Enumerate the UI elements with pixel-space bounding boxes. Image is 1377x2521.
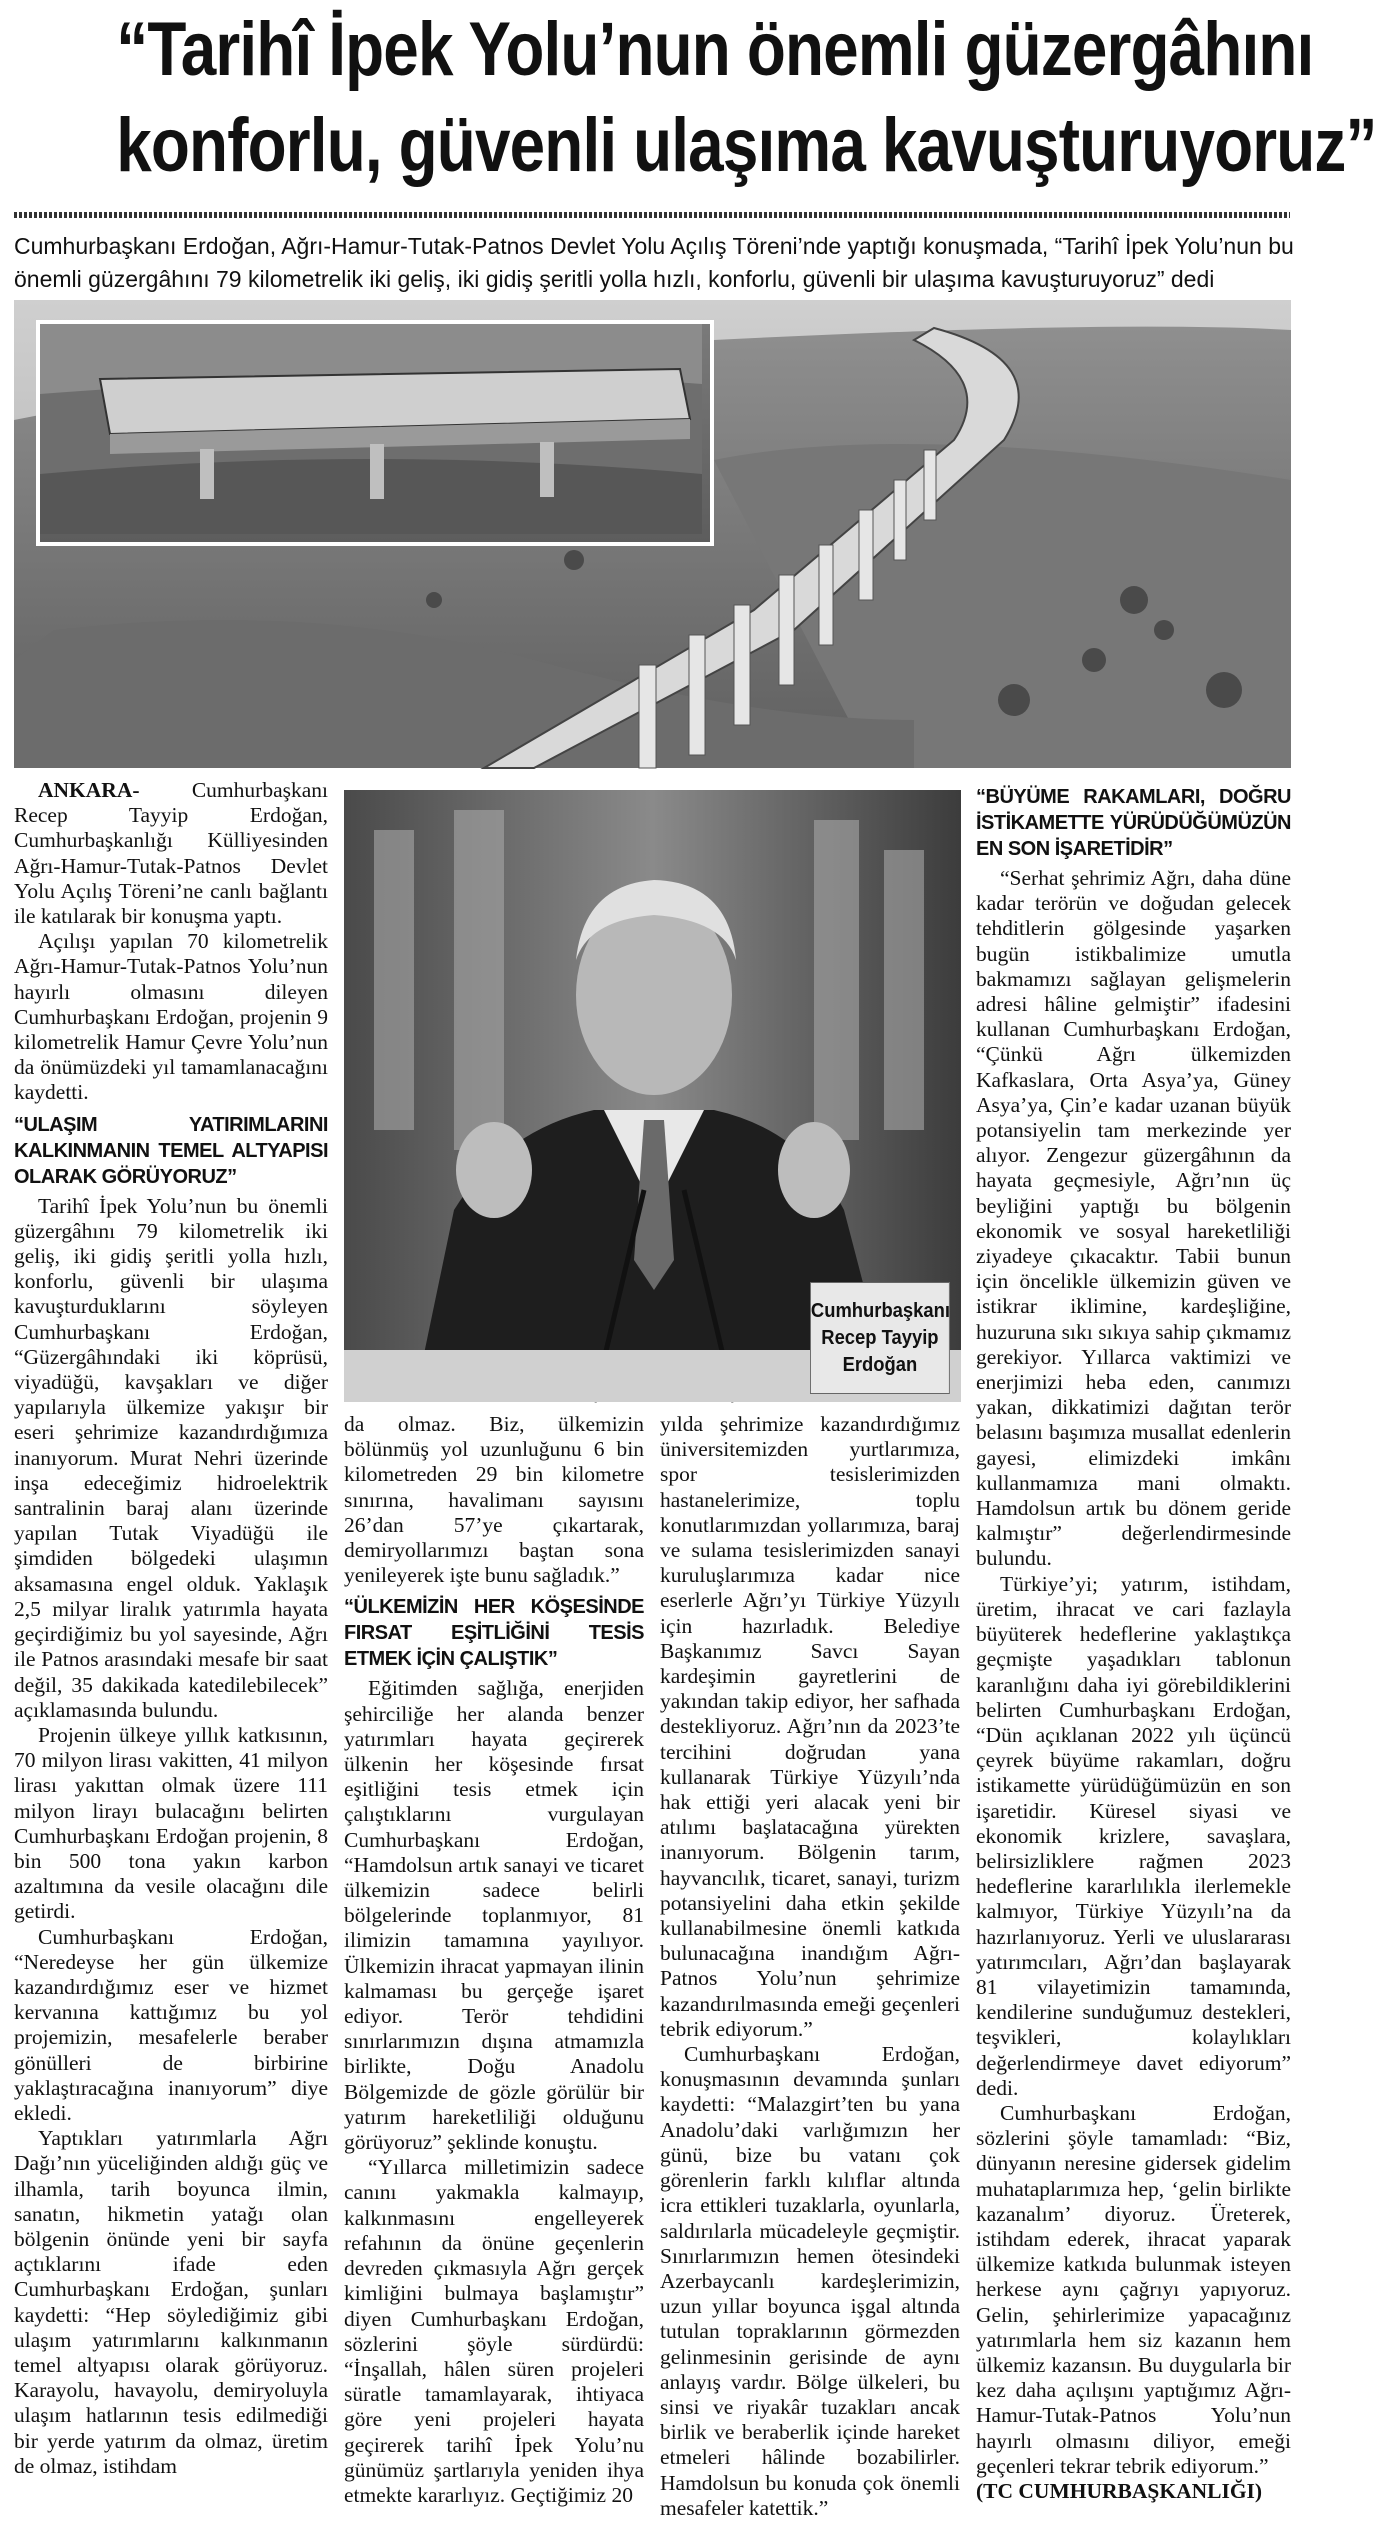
subheading: “ULAŞIM YATIRIMLARINI KALKINMANIN TEMEL ALTYAPISI OLARAK GÖRÜYORUZ”: [14, 1113, 328, 1188]
article-column-2: [344, 1412, 644, 2507]
subheading: “ÜLKEMİZİN HER KÖŞESİNDE FIRSAT EŞİTLİĞİNİ TESİS ETMEK İÇİN ÇALIŞTIK”: [344, 1596, 644, 1671]
headline: [14, 2, 1377, 194]
paragraph: “Serhat şehrimiz Ağrı, daha düne kadar terörün ve doğudan gelecek tehditlerin gölgesinde yaşarken bugün istikbalimize umutla bakmamızı sağlayan gelişmelerin adresi hâline gelmiştir” ifadesini kullanan Cumhurbaşkanı Erdoğan, “Çünkü Ağrı ülkemizden Kafkaslara, Orta Asya’ya, Güney Asya’ya, Çin’e kadar uzanan büyük potansiyelin tam merkezinde yer alıyor. Zengezur güzergâhının da hayata geçmesiyle, Ağrı’nın üç beyliğini yaptığı bu bölgenin ekonomik ve sosyal hareketliliği ziyadeye çıkacaktır. Tabii bunun için öncelikle ülkemizin güven ve istikrar iklimine, kardeşliğine, huzuruna sıkı sıkıya sahip çıkmamız gerekiyor. Yıllarca vaktimizi ve enerjimizi heba eden, canımızı yakan, dikkatimizi dağıtan terör belasını başımıza musallat edenlerin gayesi, elimizdeki imkânı kullanmamıza mani olmaktı. Hamdolsun artık bu dönem geride kalmıştır” değerlendirmesinde bulundu.: [976, 866, 1291, 1571]
paragraph: Cumhurbaşkanı Erdoğan, “Neredeyse her gün ülkemize kazandırdığımız eser ve hizmet kervanına kattığımız bu yol projemizin, mesafelerle beraber gönülleri de birbirine yaklaştıracağına inanıyorum” diye ekledi.: [14, 1924, 328, 2125]
lead-line-1: Cumhurbaşkanı Erdoğan, Ağrı-Hamur-Tutak-Patnos Devlet Yolu Açılış Töreni’nde yaptığı konuşmada, “Tarihî İpek Yolu’nun bu: [14, 233, 1294, 259]
lead-line-2: önemli güzergâhını 79 kilometrelik iki geliş, iki gidiş şeritli yolla hızlı, konforlu, güvenli bir ulaşıma kavuşturuyoruz” dedi: [14, 266, 1215, 292]
article-column-1: [14, 778, 328, 2488]
paragraph: Açılışı yapılan 70 kilometrelik Ağrı-Hamur-Tutak-Patnos Yolu’nun hayırlı olmasını dileyen Cumhurbaşkanı Erdoğan, projenin 9 kilometrelik Hamur Çevre Yolu’nun da önümüzdeki yıl tamamlanacağını kaydetti.: [14, 929, 328, 1105]
headline-line-1: “Tarihî İpek Yolu’nun önemli güzergâhını: [116, 7, 1314, 92]
photo-caption-line-2: Recep Tayyip: [821, 1326, 939, 1349]
headline-line-2: konforlu, güvenli ulaşıma kavuşturuyoruz”: [116, 103, 1377, 188]
paragraph: [14, 778, 328, 929]
source-credit: (TC CUMHURBAŞKANLIĞI): [976, 2479, 1263, 2503]
paragraph: Tarihî İpek Yolu’nun bu önemli güzergâhını 79 kilometrelik iki geliş, iki gidiş şeritli yolla hızlı, konforlu, güvenli bir ulaşıma kavuşturduklarını söyleyen Cumhurbaşkanı Erdoğan, “Güzergâhındaki iki köprüsü, viyadüğü, kavşakları ve diğer yapılarıyla ülkemize yakışır bir eseri şehrimize kazandırdığımıza inanıyorum. Murat Nehri üzerinde inşa edeceğimiz hidroelektrik santralinin baraj alanı üzerinde yapılan Tutak Viyadüğü ile şimdiden bölgedeki ulaşımın aksamasına engel olduk. Yaklaşık 2,5 milyar liralık yatırımla hayata geçirdiğimiz bu yol sayesinde, Ağrı ile Patnos arasındaki mesafe bir saat değil, 35 dakikada katedilebilecek” açıklamasında bulundu.: [14, 1193, 328, 1722]
lead-paragraph: [14, 230, 1292, 296]
paragraph: Cumhurbaşkanı Erdoğan, konuşmasının devamında şunları kaydetti: “Malazgirt’ten bu yana Anadolu’daki varlığımızın her günü, bize bu vatanı çok görenlerin farklı kılıflar altında icra ettikleri tuzaklarla, oyunlarla, saldırılarla mücadeleyle geçmiştir. Sınırlarımızın hemen ötesindeki Azerbaycanlı kardeşlerimizin, uzun yıllar boyunca işgal altında tutulan topraklarının görmezden gelinmesinin gerisinde de aynı anlayış vardır. Bölge ülkeleri, bu sinsi ve riyakâr tuzakları ancak birlik ve beraberlik içinde hareket etmeleri hâlinde bozabilirler. Hamdolsun bu konuda çok önemli mesafeler katettik.”: [660, 2042, 960, 2520]
viaduct-aerial-photo: [14, 300, 1291, 768]
paragraph: Projenin ülkeye yıllık katkısının, 70 milyon lirası vakitten, 41 milyon lirası yakıttan olmak üzere 111 milyon lirayı bulacağını belirten Cumhurbaşkanı Erdoğan projenin, 8 bin 500 tona yakın karbon azaltımına da vesile olacağını dile getirdi.: [14, 1722, 328, 1924]
inset-viaduct-photo: [36, 320, 714, 546]
photo-caption-line-3: Erdoğan: [842, 1353, 918, 1376]
paragraph: Cumhurbaşkanı Erdoğan, sözlerini şöyle tamamladı: “Biz, dünyanın neresine gidersek gidelim muhataplarımıza hep, ‘gelin birlikte kazanalım’ diyoruz. Üreterek, istihdam ederek, ihracat yaparak ülkemize katkıda bulunmak isteyen herkese aynı çağrıyı yapıyoruz. Gelin, şehirlerimize yapacağınız yatırımlarla hem siz kazanın hem ülkemiz kazansın. Bu duygularla bir kez daha açılışını yaptığımız Ağrı-Hamur-Tutak-Patnos Yolu’nun hayırlı olmasını diliyor, emeği geçenleri tekrar tebrik ediyorum.”: [976, 2100, 1291, 2478]
paragraph: yılda şehrimize kazandırdığımız üniversitemizden yurtlarımıza, spor tesislerimizden hastanelerimize, toplu konutlarımızdan yollarımıza, baraj ve sulama tesislerimizden sanayi kuruluşlarımıza kadar nice eserlerle Ağrı’yı Türkiye Yüzyılı için hazırladık. Belediye Başkanımız Savcı Sayan kardeşimin gayretlerini de yakından takip ediyor, her safhada destekliyoruz. Ağrı’nın da 2023’te tercihini doğrudan yana kullanarak Türkiye Yüzyılı’nda hak ettiği yeri alacak yeni bir atılımı başlatacağına yürekten inanıyorum. Bölgenin tarım, hayvancılık, ticaret, sanayi, turizm potansiyelini daha etkin şekilde kullanabilmesine önemli katkıda bulunacağına inandığım Ağrı-Patnos Yolu’nun şehrimize kazandırılmasında emeği geçenleri tebrik ediyorum.”: [660, 1412, 960, 2041]
dateline: ANKARA-: [38, 778, 140, 802]
article-column-3: [660, 1412, 960, 2520]
photo-caption-line-1: Cumhurbaşkanı: [810, 1299, 950, 1322]
headline-rule: [14, 212, 1290, 218]
subheading: “BÜYÜME RAKAMLARI, DOĞRU İSTİKAMETTE YÜRÜDÜĞÜMÜZÜN EN SON İŞARETİDİR”: [976, 786, 1291, 860]
paragraph: Eğitimden sağlığa, enerjiden şehirciliğe her alanda benzer yatırımları hayata geçirerek ülkenin her köşesinde fırsat eşitliğini tesis etmek için çalıştıklarını vurgulayan Cumhurbaşkanı Erdoğan, “Hamdolsun artık sanayi ve ticaret ülkemizin sadece belirli bölgelerinde toplanmıyor, 81 ilimizin tamamına yayılıyor. Ülkemizin ihracat yapmayan ilinin kalmaması bu gerçeğe işaret ediyor. Terör tehdidini sınırlarımızın dışına atmamızla birlikte, Doğu Anadolu Bölgemizde de gözle görülür bir yatırım hareketliliği olduğunu görüyoruz” şeklinde konuştu.: [344, 1676, 644, 2155]
paragraph: da olmaz. Biz, ülkemizin bölünmüş yol uzunluğunu 6 bin kilometreden 29 bin kilometre sınırına, havalimanı sayısını 26’dan 57’ye çıkartarak, demiryollarımızı baştan sona yenileyerek işte bunu sağladık.”: [344, 1412, 644, 1588]
article-column-4: [976, 778, 1291, 2503]
paragraph-text: Cumhurbaşkanı Recep Tayyip Erdoğan, Cumhurbaşkanlığı Külliyesinden Ağrı-Hamur-Tutak-Patnos Devlet Yolu Açılış Töreni’ne canlı bağlantı ile katılarak bir konuşma yaptı.: [14, 778, 328, 929]
inset-bridge-illustration: [40, 324, 702, 534]
paragraph: Türkiye’yi; yatırım, istihdam, üretim, ihracat ve cari fazlayla büyüterek hedeflerine yaklaştıkça geçmişte yaşadıkları tablonun karanlığını daha iyi görebildiklerini belirten Cumhurbaşkanı Erdoğan, “Dün açıklanan 2022 yılı üçüncü çeyrek büyüme rakamları, doğru istikamette yürüdüğümüzün en son işaretidir. Küresel siyasi ve ekonomik krizlere, savaşlara, belirsizliklere rağmen 2023 hedeflerine kararlılıkla ilerlemekle kalmıyor, Türkiye Yüzyılı’na da hazırlanıyoruz. Yerli ve uluslararası yatırımcıları, Ağrı’dan başlayarak 81 vilayetimizin tamamında, kendilerine sunduğumuz destekleri, teşvikleri, kolaylıkları değerlendirmeye davet ediyorum” dedi.: [976, 1571, 1291, 2100]
paragraph: “Yıllarca milletimizin sadece canını yakmakla kalmayıp, kalkınmasını engelleyerek refahının da önüne geçenlerin devreden çıkmasıyla Ağrı gerçek kimliğini bulmaya başlamıştır” diyen Cumhurbaşkanı Erdoğan, sözlerini şöyle sürdürdü: “İnşallah, hâlen süren projeleri süratle tamamlayarak, ihtiyaca göre yeni projeleri hayata geçirerek tarihî İpek Yolu’nu günümüz şartlarıyla yeniden ihya etmekte kararlıyız. Geçtiğimiz 20: [344, 2155, 644, 2507]
paragraph: Yaptıkları yatırımlarla Ağrı Dağı’nın yüceliğinden aldığı güç ve ilhamla, tarih boyunca ilmin, sanatın, hikmetin yatağı olan bölgenin önünde yeni bir sayfa açtıklarını ifade eden Cumhurbaşkanı Erdoğan, şunları kaydetti: “Hep söylediğimiz gibi ulaşım yatırımlarını kalkınmanın temel altyapısı olarak görüyoruz. Karayolu, havayolu, demiryoluyla ulaşım hatlarının tesis edilmediği bir yerde yatırım da olmaz, üretim de olmaz, istihdam: [14, 2126, 328, 2478]
photo-caption: [810, 1282, 950, 1394]
